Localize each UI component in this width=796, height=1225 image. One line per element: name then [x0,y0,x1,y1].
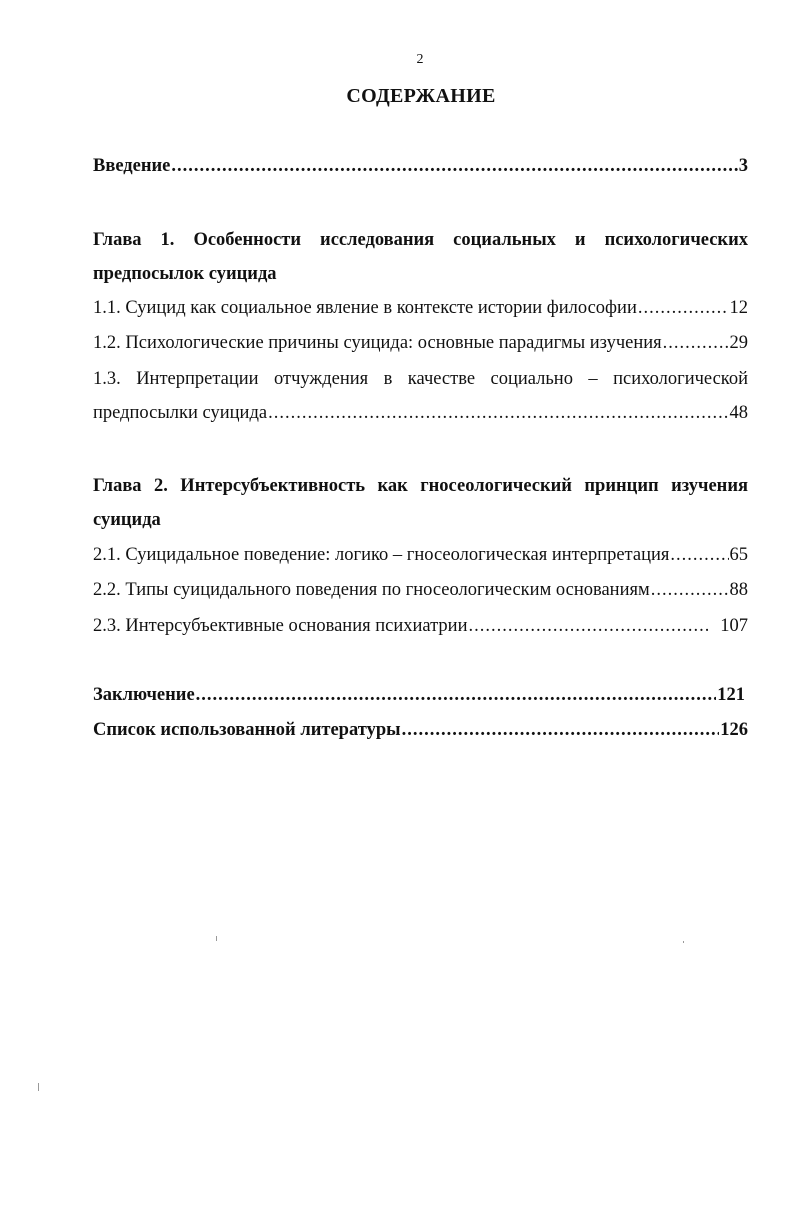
toc-entry-label: Заключение [93,685,195,705]
toc-entry-page: 126 [720,720,748,740]
leader-dots [268,401,728,425]
toc-entry-label: 2.1. Суицидальное поведение: логико – гносеологическая интерпретация [93,545,670,565]
leader-dots [402,718,720,742]
chapter-2-title-continued[interactable]: суицида [93,510,161,530]
toc-entry-2-3[interactable] [93,614,748,638]
toc-entry-label: 2.2. Типы суицидального поведения по гносеологическим основаниям [93,580,650,600]
toc-entry-2-2[interactable] [93,578,748,602]
toc-entry-references[interactable] [93,718,748,742]
page-title: СОДЕРЖАНИЕ [346,85,496,107]
scan-speck [38,1083,39,1091]
toc-entry-conclusion[interactable] [93,683,745,707]
toc-entry-page: 65 [729,545,748,565]
toc-entry-1-3[interactable]: 1.3. Интерпретации отчуждения в качестве социально – психологической [93,369,748,389]
leader-dots [670,543,728,567]
leader-dots [196,683,717,707]
toc-entry-page: 48 [729,403,748,423]
toc-entry-label: 1.1. Суицид как социальное явление в контексте истории философии [93,298,637,318]
leader-dots [171,154,737,178]
toc-entry-label: 2.3. Интерсубъективные основания психиатрии [93,616,468,636]
scan-speck [683,941,684,943]
toc-entry-label: 1.2. Психологические причины суицида: основные парадигмы изучения [93,333,662,353]
leader-dots [651,578,729,602]
toc-entry-page: 3 [738,156,748,176]
chapter-1-title[interactable]: Глава 1. Особенности исследования социальных и психологических [93,230,748,250]
toc-entry-label: Список использованной литературы [93,720,401,740]
leader-dots [638,296,729,320]
leader-dots [468,614,708,638]
chapter-2-title[interactable]: Глава 2. Интерсубъективность как гносеологический принцип изучения [93,476,748,496]
toc-entry-label: Введение [93,156,171,176]
page-number: 2 [416,52,424,67]
toc-entry-page: 12 [729,298,748,318]
chapter-1-title-continued[interactable]: предпосылок суицида [93,264,277,284]
toc-entry-2-1[interactable] [93,543,748,567]
leader-dots [663,331,729,355]
toc-entry-1-2[interactable] [93,331,748,355]
toc-entry-introduction[interactable] [93,154,748,178]
toc-entry-page: 107 [720,616,748,636]
toc-entry-page: 121 [717,685,745,705]
scan-speck [216,936,217,941]
toc-entry-page: 88 [729,580,748,600]
toc-entry-label: предпосылки суицида [93,403,268,423]
toc-entry-page: 29 [729,333,748,353]
toc-entry-1-1[interactable] [93,296,748,320]
toc-entry-1-3-continued[interactable] [93,401,748,425]
